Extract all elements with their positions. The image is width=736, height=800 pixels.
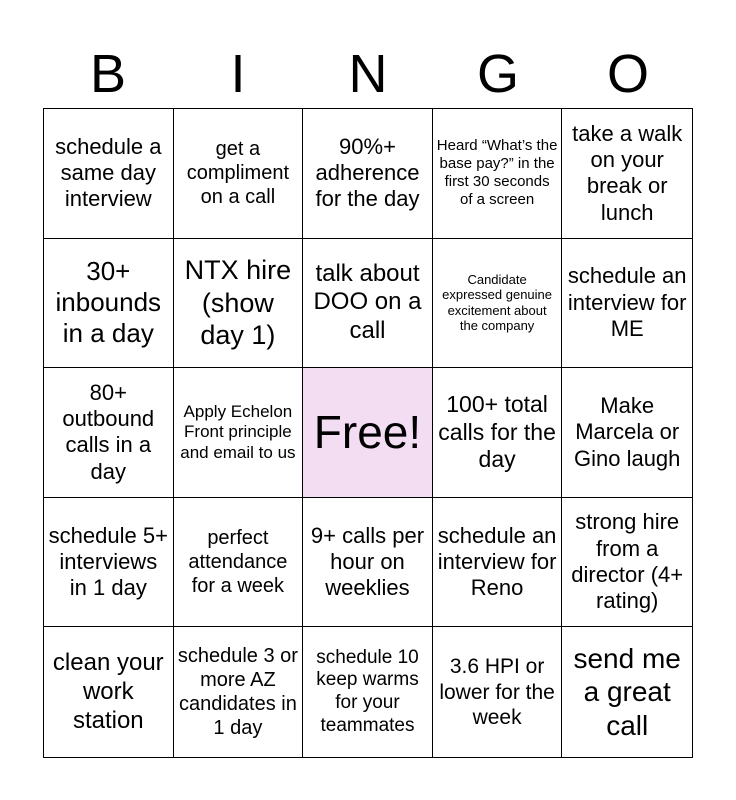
bingo-cell-text: Make Marcela or Gino laugh [573, 392, 681, 471]
bingo-cell-text: 30+ inbounds in a day [55, 256, 162, 349]
header-letter-g: G [476, 44, 519, 104]
bingo-cell-text: schedule 5+ interviews in 1 day [48, 522, 168, 601]
bingo-cell-text: get a compliment on a call [186, 138, 290, 209]
bingo-header [43, 40, 693, 108]
bingo-cell[interactable] [303, 498, 433, 628]
bingo-cell-text: NTX hire (show day 1) [184, 255, 292, 351]
bingo-cell[interactable] [562, 368, 692, 498]
bingo-cell-text: Apply Echelon Front principle and email to us [180, 401, 296, 462]
header-letter-o: O [606, 44, 649, 104]
bingo-cell-text: schedule a same day interview [55, 133, 162, 212]
bingo-cell-text: take a walk on your break or lunch [572, 120, 683, 225]
header-letter-n: N [348, 44, 388, 104]
bingo-cell[interactable] [174, 498, 304, 628]
bingo-cell-text: Heard “What’s the base pay?” in the first 30 seconds of a screen [436, 137, 558, 209]
bingo-cell-text: strong hire from a director (4+ rating) [571, 509, 684, 614]
bingo-cell-text: schedule an interview for ME [567, 263, 687, 342]
bingo-cell[interactable] [562, 498, 692, 628]
bingo-cell[interactable] [44, 109, 174, 239]
bingo-cell[interactable] [433, 368, 563, 498]
bingo-cell-text: schedule an interview for Reno [437, 522, 557, 601]
bingo-cell-text: send me a great call [573, 642, 681, 741]
bingo-grid [43, 108, 693, 758]
free-space-cell[interactable] [303, 368, 433, 498]
bingo-cell[interactable] [303, 109, 433, 239]
bingo-cell-text: schedule 10 keep warms for your teammates [316, 646, 419, 736]
bingo-cell[interactable] [433, 239, 563, 369]
bingo-cell[interactable] [44, 498, 174, 628]
header-letter-i: I [230, 44, 246, 104]
bingo-cell-text: Free! [313, 406, 422, 459]
bingo-cell-text: 3.6 HPI or lower for the week [439, 655, 555, 729]
bingo-cell[interactable] [303, 627, 433, 757]
bingo-cell-text: 90%+ adherence for the day [315, 133, 420, 212]
bingo-cell[interactable] [44, 368, 174, 498]
bingo-cell[interactable] [174, 109, 304, 239]
bingo-cell-text: 9+ calls per hour on weeklies [310, 522, 425, 601]
bingo-cell[interactable] [562, 109, 692, 239]
bingo-cell[interactable] [433, 627, 563, 757]
bingo-cell[interactable] [562, 627, 692, 757]
bingo-cell[interactable] [174, 368, 304, 498]
bingo-cell-text: talk about DOO on a call [313, 259, 422, 345]
bingo-cell[interactable] [174, 239, 304, 369]
bingo-cell-text: clean your work station [52, 649, 164, 734]
bingo-cell[interactable] [44, 627, 174, 757]
bingo-cell[interactable] [174, 627, 304, 757]
bingo-cell-text: 100+ total calls for the day [438, 391, 556, 473]
header-letter-b: B [89, 44, 127, 104]
bingo-cell-text: 80+ outbound calls in a day [62, 379, 155, 484]
bingo-cell-text: perfect attendance for a week [188, 527, 288, 598]
bingo-cell[interactable] [303, 239, 433, 369]
bingo-cell[interactable] [562, 239, 692, 369]
bingo-cell[interactable] [44, 239, 174, 369]
bingo-cell-text: schedule 3 or more AZ candidates in 1 day [177, 645, 298, 740]
bingo-cell[interactable] [433, 109, 563, 239]
bingo-cell-text: Candidate expressed genuine excitement about the company [442, 271, 553, 334]
bingo-cell[interactable] [433, 498, 563, 628]
